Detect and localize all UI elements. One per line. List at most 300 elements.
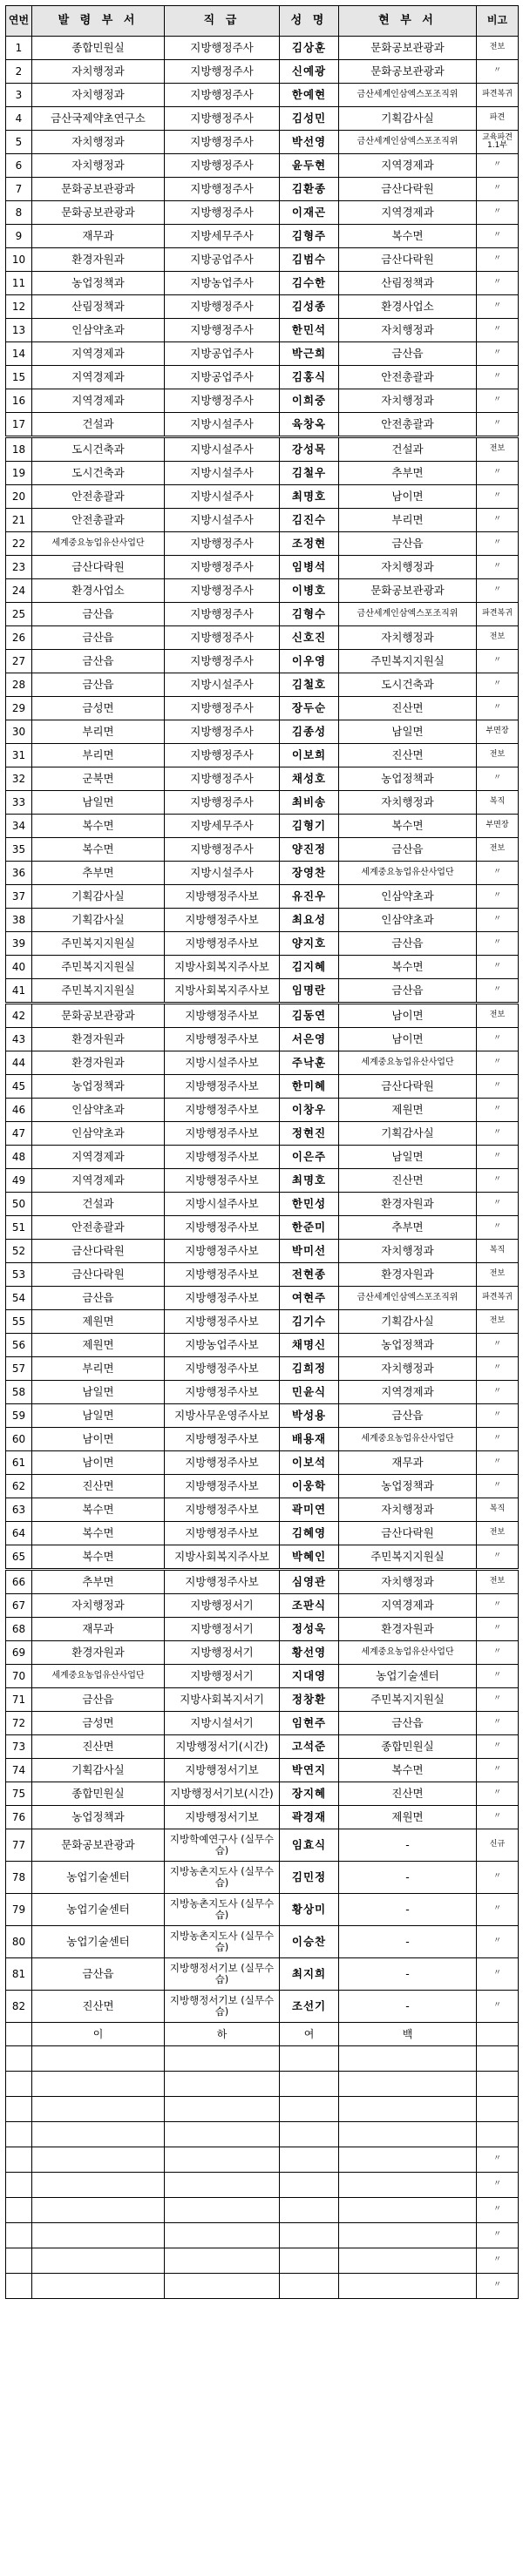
remark: 〃 (477, 413, 519, 437)
current-dept: 농업정책과 (339, 1475, 477, 1498)
blank-cell (32, 2198, 165, 2223)
remark: 〃 (477, 1428, 519, 1451)
from-dept: 자치행정과 (32, 154, 165, 178)
remark: 전보 (477, 437, 519, 462)
current-dept: 금산세계인삼엑스포조직위 (339, 603, 477, 626)
person-name: 박선영 (280, 131, 339, 154)
blank-row (6, 2122, 519, 2147)
blank-cell (165, 2097, 280, 2122)
rank: 지방사회복지주사보 (165, 956, 280, 979)
row-no: 55 (6, 1310, 32, 1334)
table-row (6, 1287, 519, 1310)
current-dept: 금산다락원 (339, 178, 477, 201)
blank-cell (165, 2173, 280, 2198)
remark: 〃 (477, 767, 519, 791)
table-row (6, 1475, 519, 1498)
person-name: 김성종 (280, 295, 339, 319)
blank-cell (32, 2072, 165, 2097)
person-name: 지대영 (280, 1665, 339, 1688)
current-dept: 금산읍 (339, 932, 477, 956)
from-dept: 지역경제과 (32, 342, 165, 366)
row-no: 52 (6, 1240, 32, 1263)
header-rank: 직 급 (165, 6, 280, 37)
blank-cell (32, 2046, 165, 2072)
current-dept: 자치행정과 (339, 1240, 477, 1263)
table-row (6, 1782, 519, 1806)
from-dept: 세계중요농업유산사업단 (32, 532, 165, 556)
table-row (6, 720, 519, 744)
remark: 〃 (477, 1991, 519, 2023)
from-dept: 부리면 (32, 1357, 165, 1381)
remark: 〃 (477, 1404, 519, 1428)
rank: 지방사회복지서기 (165, 1688, 280, 1712)
table-row (6, 37, 519, 60)
row-no: 10 (6, 248, 32, 272)
current-dept: 금산세계인삼엑스포조직위 (339, 84, 477, 107)
from-dept: 남일면 (32, 1404, 165, 1428)
remark: 〃 (477, 485, 519, 509)
remark: 〃 (477, 1099, 519, 1122)
current-dept: 진산면 (339, 1782, 477, 1806)
person-name: 전현종 (280, 1263, 339, 1287)
row-no: 22 (6, 532, 32, 556)
row-no: 59 (6, 1404, 32, 1428)
row-no: 34 (6, 815, 32, 838)
row-no: 6 (6, 154, 32, 178)
rank: 지방행정주사 (165, 767, 280, 791)
rank: 지방행정서기보(시간) (165, 1782, 280, 1806)
row-no: 44 (6, 1051, 32, 1075)
table-row (6, 1522, 519, 1545)
remark: 〃 (477, 509, 519, 532)
from-dept: 남일면 (32, 791, 165, 815)
table-row (6, 1310, 519, 1334)
rank: 지방행정주사 (165, 556, 280, 579)
person-name: 김홍식 (280, 366, 339, 389)
current-dept: 환경사업소 (339, 295, 477, 319)
table-row (6, 1712, 519, 1735)
blank-cell: 〃 (477, 2223, 519, 2248)
from-dept: 자치행정과 (32, 1594, 165, 1618)
table-row (6, 1829, 519, 1862)
row-no: 74 (6, 1759, 32, 1782)
rank: 지방공업주사 (165, 248, 280, 272)
current-dept: 환경자원과 (339, 1618, 477, 1641)
from-dept: 지역경제과 (32, 389, 165, 413)
blank-row (6, 2072, 519, 2097)
rank: 지방시설주사 (165, 673, 280, 697)
blank-cell: 〃 (477, 2274, 519, 2299)
current-dept: 안전총괄과 (339, 413, 477, 437)
header-from-dept: 발 령 부 서 (32, 6, 165, 37)
remark: 〃 (477, 248, 519, 272)
blank-cell (165, 2072, 280, 2097)
table-row (6, 1381, 519, 1404)
rank: 지방행정주사 (165, 131, 280, 154)
table-header-row (6, 6, 519, 37)
rank: 지방행정주사 (165, 60, 280, 84)
current-dept: 금산세계인삼엑스포조직위 (339, 1287, 477, 1310)
table-row (6, 201, 519, 225)
row-no: 54 (6, 1287, 32, 1310)
blank-cell (32, 2122, 165, 2147)
table-row (6, 1404, 519, 1428)
table-row (6, 579, 519, 603)
remark: 〃 (477, 1357, 519, 1381)
person-name: 배용재 (280, 1428, 339, 1451)
blank-cell: 〃 (477, 2147, 519, 2173)
blank-cell (32, 2173, 165, 2198)
rank: 지방행정주사 (165, 579, 280, 603)
header-remark: 비고 (477, 6, 519, 37)
current-dept: 진산면 (339, 744, 477, 767)
rank: 지방행정주사 (165, 84, 280, 107)
rank: 지방시설주사 (165, 509, 280, 532)
table-row (6, 1451, 519, 1475)
blank-cell (339, 2072, 477, 2097)
from-dept: 금산읍 (32, 1287, 165, 1310)
rank: 지방시설주사 (165, 413, 280, 437)
rank: 지방행정서기보 (165, 1806, 280, 1829)
person-name: 이희중 (280, 389, 339, 413)
remark: 〃 (477, 1381, 519, 1404)
current-dept: 세계중요농업유산사업단 (339, 1641, 477, 1665)
blank-row (6, 2147, 519, 2173)
table-row (6, 815, 519, 838)
remark: 〃 (477, 1782, 519, 1806)
from-dept: 재무과 (32, 1618, 165, 1641)
from-dept: 안전총괄과 (32, 509, 165, 532)
from-dept: 환경자원과 (32, 1051, 165, 1075)
remark: 〃 (477, 178, 519, 201)
table-row (6, 1428, 519, 1451)
row-no: 8 (6, 201, 32, 225)
rank: 지방사회복지주사보 (165, 979, 280, 1004)
table-row (6, 1926, 519, 1958)
row-no: 66 (6, 1570, 32, 1594)
blank-cell (165, 2147, 280, 2173)
person-name: 김성민 (280, 107, 339, 131)
rank: 지방공업주사 (165, 342, 280, 366)
current-dept: 지역경제과 (339, 201, 477, 225)
person-name: 민윤식 (280, 1381, 339, 1404)
row-no: 68 (6, 1618, 32, 1641)
table-row (6, 1958, 519, 1991)
person-name: 김철호 (280, 673, 339, 697)
blank-cell (6, 2147, 32, 2173)
remark: 전보 (477, 1570, 519, 1594)
remark: 〃 (477, 1641, 519, 1665)
blank-cell (339, 2046, 477, 2072)
table-row (6, 1618, 519, 1641)
blank-cell (339, 2147, 477, 2173)
remark: 복직 (477, 791, 519, 815)
person-name: 박근희 (280, 342, 339, 366)
blank-cell (280, 2046, 339, 2072)
current-dept: 자치행정과 (339, 1357, 477, 1381)
table-row (6, 1334, 519, 1357)
current-dept: 금산읍 (339, 342, 477, 366)
table-row (6, 744, 519, 767)
remark: 전보 (477, 1522, 519, 1545)
blank-cell (165, 2198, 280, 2223)
rank: 지방행정주사보 (165, 1287, 280, 1310)
current-dept: 기획감사실 (339, 107, 477, 131)
person-name: 심영관 (280, 1570, 339, 1594)
table-row (6, 1665, 519, 1688)
current-dept: 도시건축과 (339, 673, 477, 697)
row-no: 76 (6, 1806, 32, 1829)
remark: 전보 (477, 838, 519, 862)
table-row (6, 509, 519, 532)
person-name: 윤두현 (280, 154, 339, 178)
blank-row (6, 2173, 519, 2198)
person-name: 곽경재 (280, 1806, 339, 1829)
rank: 지방행정주사 (165, 650, 280, 673)
current-dept: - (339, 1958, 477, 1991)
person-name: 김상훈 (280, 37, 339, 60)
current-dept: 세계중요농업유산사업단 (339, 1051, 477, 1075)
row-no: 16 (6, 389, 32, 413)
blank-cell (6, 2097, 32, 2122)
remark: 전보 (477, 1004, 519, 1028)
footer-char: 백 (339, 2023, 477, 2046)
current-dept: 농업정책과 (339, 1334, 477, 1357)
from-dept: 금산읍 (32, 673, 165, 697)
person-name: 박연지 (280, 1759, 339, 1782)
from-dept: 주민복지지원실 (32, 979, 165, 1004)
person-name: 이재곤 (280, 201, 339, 225)
person-name: 장두순 (280, 697, 339, 720)
row-no: 71 (6, 1688, 32, 1712)
remark: 〃 (477, 556, 519, 579)
person-name: 이창우 (280, 1099, 339, 1122)
person-name: 김동연 (280, 1004, 339, 1028)
table-row (6, 1193, 519, 1216)
row-no: 50 (6, 1193, 32, 1216)
person-name: 김종성 (280, 720, 339, 744)
from-dept: 남이면 (32, 1428, 165, 1451)
from-dept: 인삼약초과 (32, 1122, 165, 1146)
rank: 지방시설주사 (165, 485, 280, 509)
table-row (6, 84, 519, 107)
row-no: 75 (6, 1782, 32, 1806)
table-row (6, 885, 519, 909)
blank-cell (165, 2046, 280, 2072)
remark: 〃 (477, 1028, 519, 1051)
blank-cell (165, 2223, 280, 2248)
current-dept: 종합민원실 (339, 1735, 477, 1759)
rank: 지방행정주사보 (165, 1570, 280, 1594)
blank-cell (6, 2198, 32, 2223)
remark: 〃 (477, 862, 519, 885)
table-row (6, 1216, 519, 1240)
blank-cell (280, 2122, 339, 2147)
row-no: 70 (6, 1665, 32, 1688)
rank: 지방행정주사 (165, 838, 280, 862)
current-dept: 세계중요농업유산사업단 (339, 862, 477, 885)
table-row (6, 603, 519, 626)
remark: 〃 (477, 579, 519, 603)
current-dept: 남이면 (339, 1004, 477, 1028)
remark: 〃 (477, 956, 519, 979)
current-dept: 문화공보관광과 (339, 60, 477, 84)
current-dept: 문화공보관광과 (339, 37, 477, 60)
row-no: 69 (6, 1641, 32, 1665)
person-name: 조정현 (280, 532, 339, 556)
remark: 〃 (477, 389, 519, 413)
remark: 복직 (477, 1240, 519, 1263)
table-row (6, 178, 519, 201)
current-dept: 주민복지지원실 (339, 1688, 477, 1712)
rank: 지방행정주사보 (165, 1381, 280, 1404)
personnel-table (5, 5, 519, 2299)
row-no: 18 (6, 437, 32, 462)
current-dept: 진산면 (339, 697, 477, 720)
rank: 지방농촌지도사 (실무수습) (165, 1894, 280, 1926)
remark: 교육파견 1.1부 (477, 131, 519, 154)
blank-cell: 〃 (477, 2248, 519, 2274)
person-name: 김민정 (280, 1862, 339, 1894)
remark: 전보 (477, 1263, 519, 1287)
from-dept: 복수면 (32, 815, 165, 838)
person-name: 이병호 (280, 579, 339, 603)
from-dept: 부리면 (32, 744, 165, 767)
from-dept: 진산면 (32, 1735, 165, 1759)
current-dept: 기획감사실 (339, 1310, 477, 1334)
from-dept: 남이면 (32, 1451, 165, 1475)
blank-cell (280, 2097, 339, 2122)
rank: 지방행정주사보 (165, 1216, 280, 1240)
person-name: 정창환 (280, 1688, 339, 1712)
current-dept: 금산읍 (339, 532, 477, 556)
blank-cell (339, 2198, 477, 2223)
blank-cell (165, 2122, 280, 2147)
person-name: 서은영 (280, 1028, 339, 1051)
from-dept: 농업기술센터 (32, 1862, 165, 1894)
rank: 지방행정주사보 (165, 1498, 280, 1522)
blank-cell (6, 2122, 32, 2147)
remark: 〃 (477, 342, 519, 366)
header-no: 연번 (6, 6, 32, 37)
current-dept: 문화공보관광과 (339, 579, 477, 603)
remark: 〃 (477, 650, 519, 673)
from-dept: 복수면 (32, 1522, 165, 1545)
remark: 〃 (477, 1688, 519, 1712)
person-name: 김희정 (280, 1357, 339, 1381)
current-dept: 농업기술센터 (339, 1665, 477, 1688)
from-dept: 문화공보관광과 (32, 1829, 165, 1862)
table-row (6, 1169, 519, 1193)
from-dept: 금산국제약초연구소 (32, 107, 165, 131)
header-current-dept: 현 부 서 (339, 6, 477, 37)
table-row (6, 1263, 519, 1287)
blank-cell (32, 2248, 165, 2274)
rank: 지방시설주사보 (165, 1193, 280, 1216)
from-dept: 종합민원실 (32, 37, 165, 60)
rank: 지방시설주사 (165, 462, 280, 485)
current-dept: 남일면 (339, 1146, 477, 1169)
table-row (6, 1004, 519, 1028)
row-no: 5 (6, 131, 32, 154)
current-dept: 환경자원과 (339, 1193, 477, 1216)
current-dept: - (339, 1894, 477, 1926)
current-dept: 건설과 (339, 437, 477, 462)
from-dept: 금산읍 (32, 1958, 165, 1991)
table-row (6, 342, 519, 366)
rank: 지방행정주사보 (165, 1099, 280, 1122)
rank: 지방행정주사 (165, 720, 280, 744)
current-dept: 금산읍 (339, 1404, 477, 1428)
current-dept: 자치행정과 (339, 556, 477, 579)
current-dept: 금산세계인삼엑스포조직위 (339, 131, 477, 154)
rank: 지방행정주사 (165, 532, 280, 556)
row-no: 82 (6, 1991, 32, 2023)
person-name: 양지호 (280, 932, 339, 956)
rank: 지방농촌지도사 (실무수습) (165, 1926, 280, 1958)
rank: 지방행정주사보 (165, 1475, 280, 1498)
person-name: 황상미 (280, 1894, 339, 1926)
row-no: 11 (6, 272, 32, 295)
remark: 전보 (477, 744, 519, 767)
table-row (6, 1594, 519, 1618)
from-dept: 산림정책과 (32, 295, 165, 319)
table-row (6, 107, 519, 131)
rank: 지방행정주사 (165, 201, 280, 225)
rank: 지방행정주사 (165, 389, 280, 413)
row-no: 57 (6, 1357, 32, 1381)
remark: 〃 (477, 60, 519, 84)
row-no: 53 (6, 1263, 32, 1287)
remark: 〃 (477, 319, 519, 342)
from-dept: 기획감사실 (32, 909, 165, 932)
rank: 지방행정주사보 (165, 1263, 280, 1287)
footer-char: 하 (165, 2023, 280, 2046)
current-dept: 자치행정과 (339, 1498, 477, 1522)
blank-row (6, 2248, 519, 2274)
current-dept: 세계중요농업유산사업단 (339, 1428, 477, 1451)
remark: 〃 (477, 225, 519, 248)
row-no: 36 (6, 862, 32, 885)
row-no: 41 (6, 979, 32, 1004)
from-dept: 문화공보관광과 (32, 178, 165, 201)
table-row (6, 1240, 519, 1263)
from-dept: 제원면 (32, 1310, 165, 1334)
table-row (6, 462, 519, 485)
row-no: 28 (6, 673, 32, 697)
person-name: 조판식 (280, 1594, 339, 1618)
from-dept: 자치행정과 (32, 60, 165, 84)
rank: 지방사무운영주사보 (165, 1404, 280, 1428)
person-name: 최명호 (280, 1169, 339, 1193)
person-name: 김지혜 (280, 956, 339, 979)
row-no: 40 (6, 956, 32, 979)
current-dept: 남이면 (339, 485, 477, 509)
from-dept: 환경사업소 (32, 579, 165, 603)
person-name: 김철우 (280, 462, 339, 485)
from-dept: 군북면 (32, 767, 165, 791)
table-row (6, 1146, 519, 1169)
person-name: 이승찬 (280, 1926, 339, 1958)
table-row (6, 1570, 519, 1594)
from-dept: 도시건축과 (32, 462, 165, 485)
remark: 파견복귀 (477, 84, 519, 107)
blank-row (6, 2046, 519, 2072)
blank-cell (165, 2248, 280, 2274)
person-name: 김진수 (280, 509, 339, 532)
table-row (6, 1806, 519, 1829)
person-name: 김형주 (280, 225, 339, 248)
